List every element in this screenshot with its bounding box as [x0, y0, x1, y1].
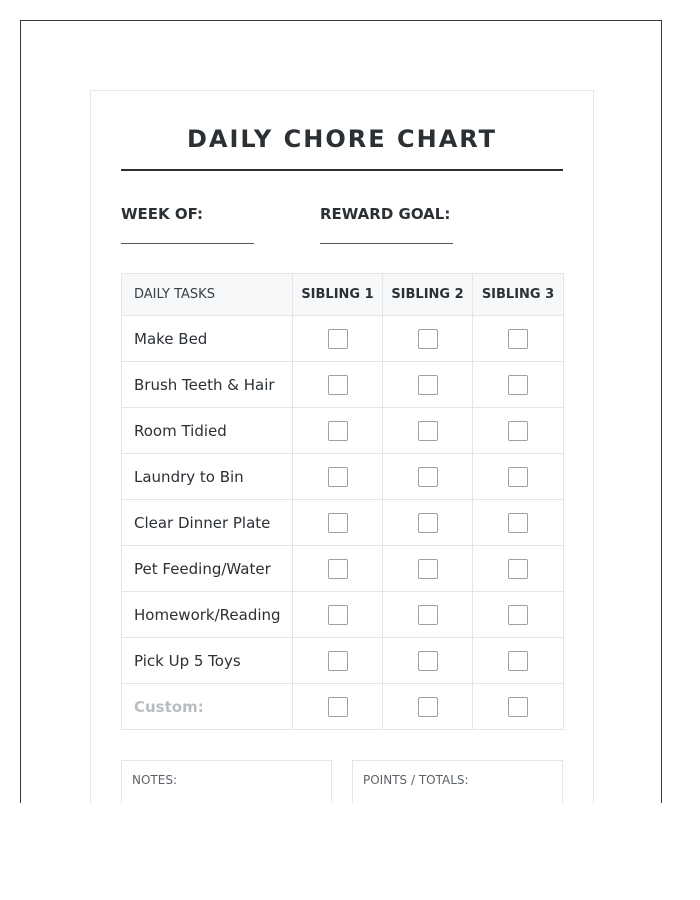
chore-checkbox-sibling-1[interactable] [328, 651, 348, 671]
reward-goal-label: REWARD GOAL: [320, 205, 451, 223]
chore-checkbox-sibling-3[interactable] [508, 329, 528, 349]
checkbox-cell [383, 684, 473, 730]
week-of-label: WEEK OF: [121, 205, 204, 223]
task-label: Custom: [122, 684, 293, 730]
chore-checkbox-sibling-1[interactable] [328, 559, 348, 579]
checkbox-cell [383, 454, 473, 500]
chore-checkbox-sibling-3[interactable] [508, 375, 528, 395]
chore-chart-sheet [90, 90, 594, 803]
checkbox-cell [383, 408, 473, 454]
page-title: DAILY CHORE CHART [186, 125, 498, 153]
checkbox-cell [473, 454, 564, 500]
points-totals-label: POINTS / TOTALS: [363, 773, 469, 787]
chore-table-body [122, 316, 564, 730]
week-of-blank-line [121, 243, 254, 244]
points-totals-box[interactable] [352, 760, 563, 803]
chore-checkbox-sibling-2[interactable] [418, 329, 438, 349]
checkbox-cell [473, 500, 564, 546]
checkbox-cell [293, 546, 383, 592]
checkbox-cell [383, 638, 473, 684]
task-label: Make Bed [122, 316, 293, 362]
checkbox-cell [383, 362, 473, 408]
task-label: Room Tidied [122, 408, 293, 454]
checkbox-cell [293, 408, 383, 454]
task-label: Homework/Reading [122, 592, 293, 638]
checkbox-cell [473, 546, 564, 592]
checkbox-cell [473, 408, 564, 454]
chore-checkbox-sibling-3[interactable] [508, 697, 528, 717]
chore-checkbox-sibling-1[interactable] [328, 467, 348, 487]
checkbox-cell [473, 638, 564, 684]
chore-checkbox-sibling-1[interactable] [328, 421, 348, 441]
chore-checkbox-sibling-2[interactable] [418, 697, 438, 717]
chore-checkbox-sibling-1[interactable] [328, 513, 348, 533]
table-row [122, 500, 564, 546]
chore-checkbox-sibling-3[interactable] [508, 421, 528, 441]
checkbox-cell [473, 592, 564, 638]
task-label: Pick Up 5 Toys [122, 638, 293, 684]
checkbox-cell [383, 316, 473, 362]
table-row [122, 684, 564, 730]
table-header-row [122, 274, 564, 316]
checkbox-cell [293, 316, 383, 362]
chore-checkbox-sibling-2[interactable] [418, 559, 438, 579]
column-header-sibling-2: SIBLING 2 [383, 274, 473, 316]
chore-checkbox-sibling-2[interactable] [418, 513, 438, 533]
checkbox-cell [293, 454, 383, 500]
table-row [122, 316, 564, 362]
chore-checkbox-sibling-1[interactable] [328, 375, 348, 395]
chore-checkbox-sibling-3[interactable] [508, 513, 528, 533]
chore-checkbox-sibling-2[interactable] [418, 651, 438, 671]
column-header-sibling-1: SIBLING 1 [293, 274, 383, 316]
document-viewport [20, 20, 662, 803]
chore-checkbox-sibling-2[interactable] [418, 421, 438, 441]
chore-checkbox-sibling-3[interactable] [508, 651, 528, 671]
checkbox-cell [383, 546, 473, 592]
reward-goal-blank-line [320, 243, 453, 244]
checkbox-cell [383, 500, 473, 546]
chore-checkbox-sibling-2[interactable] [418, 375, 438, 395]
chore-checkbox-sibling-3[interactable] [508, 467, 528, 487]
chore-checkbox-sibling-1[interactable] [328, 329, 348, 349]
notes-label: NOTES: [132, 773, 177, 787]
table-row [122, 408, 564, 454]
table-row [122, 454, 564, 500]
checkbox-cell [473, 316, 564, 362]
checkbox-cell [473, 362, 564, 408]
task-label: Pet Feeding/Water [122, 546, 293, 592]
checkbox-cell [293, 638, 383, 684]
table-row [122, 546, 564, 592]
column-header-sibling-3: SIBLING 3 [473, 274, 564, 316]
chore-checkbox-sibling-3[interactable] [508, 559, 528, 579]
column-header-daily-tasks: DAILY TASKS [122, 274, 293, 316]
notes-box[interactable] [121, 760, 332, 803]
chore-checkbox-sibling-2[interactable] [418, 467, 438, 487]
title-divider [121, 169, 563, 171]
checkbox-cell [293, 362, 383, 408]
checkbox-cell [293, 684, 383, 730]
checkbox-cell [383, 592, 473, 638]
table-row [122, 638, 564, 684]
table-row [122, 592, 564, 638]
chore-checkbox-sibling-1[interactable] [328, 697, 348, 717]
chore-table [121, 273, 564, 730]
table-row [122, 362, 564, 408]
checkbox-cell [293, 500, 383, 546]
task-label: Brush Teeth & Hair [122, 362, 293, 408]
checkbox-cell [293, 592, 383, 638]
task-label: Clear Dinner Plate [122, 500, 293, 546]
chore-checkbox-sibling-3[interactable] [508, 605, 528, 625]
chore-checkbox-sibling-1[interactable] [328, 605, 348, 625]
chore-checkbox-sibling-2[interactable] [418, 605, 438, 625]
checkbox-cell [473, 684, 564, 730]
task-label: Laundry to Bin [122, 454, 293, 500]
